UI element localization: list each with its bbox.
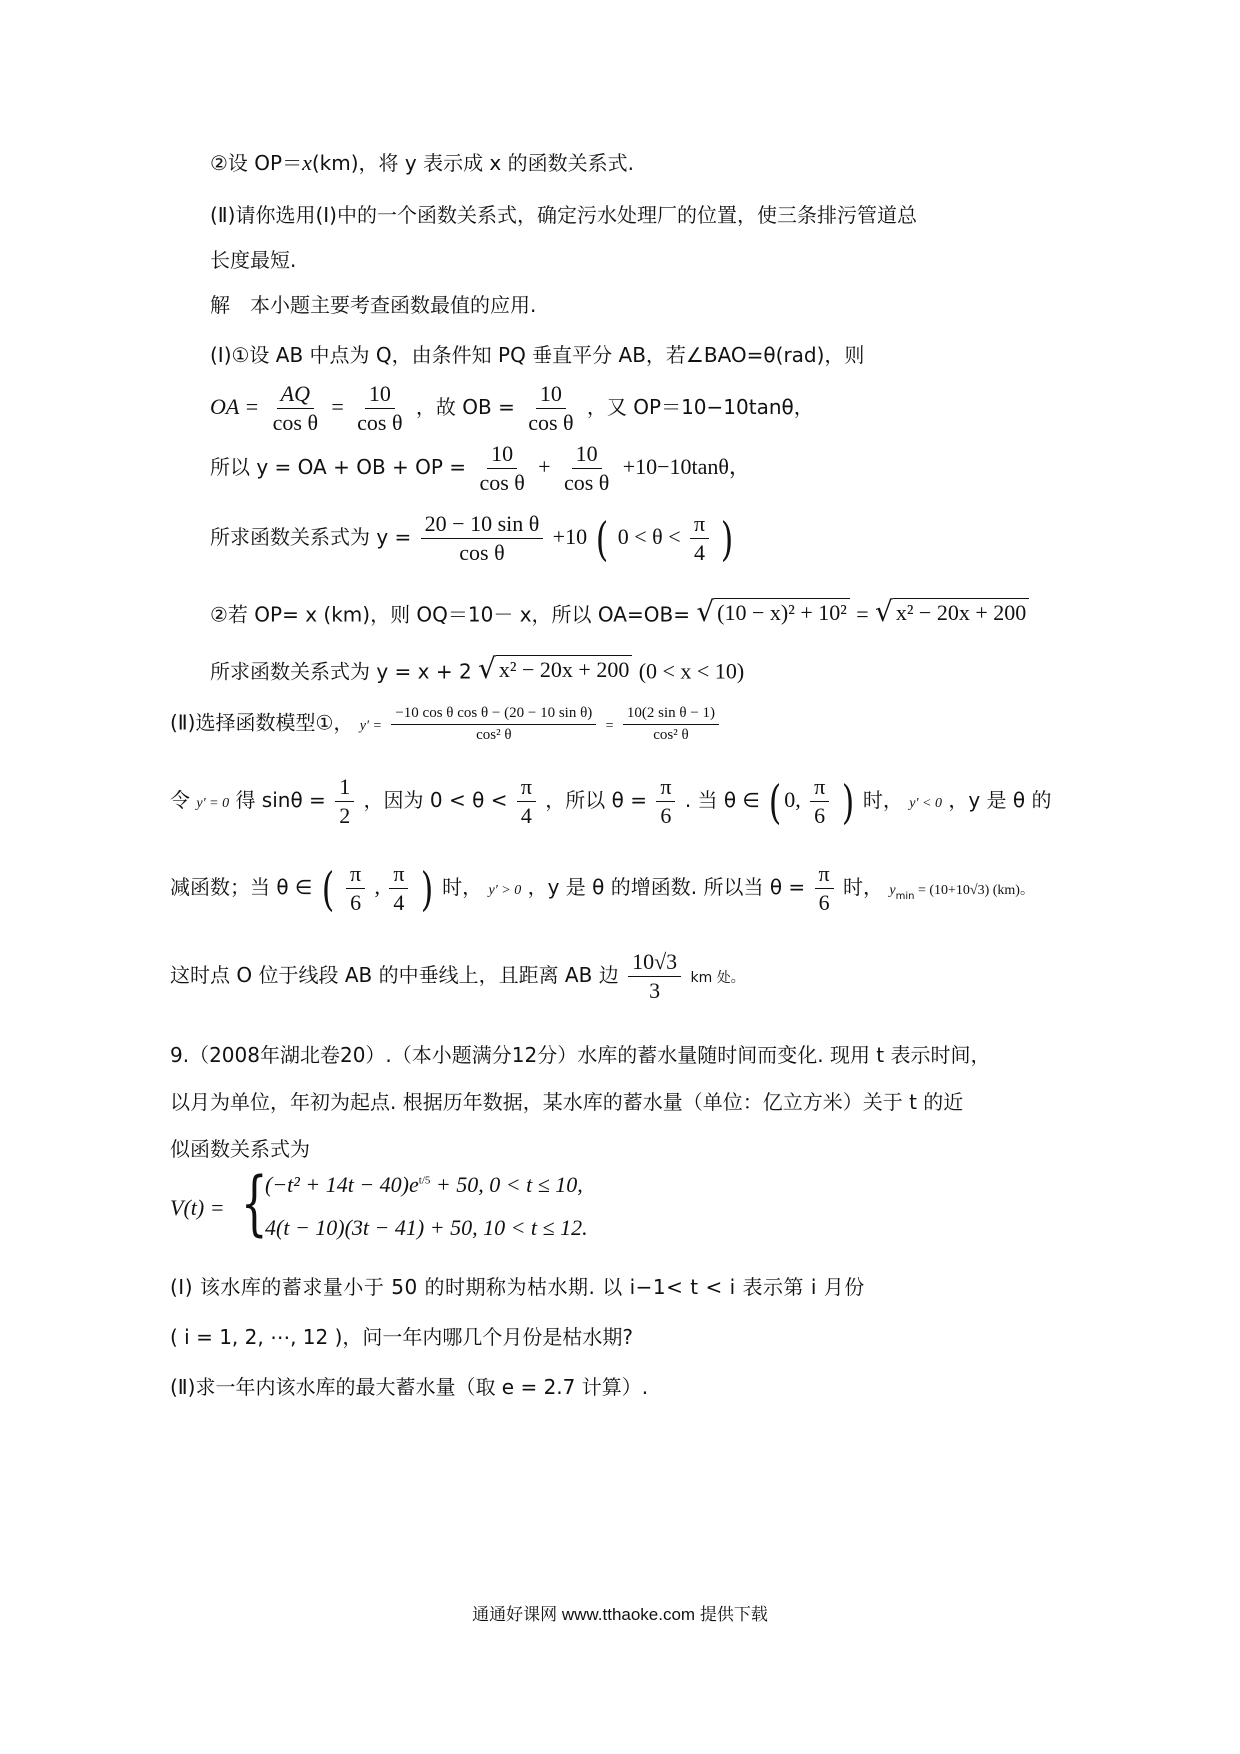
piecewise-case-1: $(-t^2 + 14t - 40)e^{t/5} + 50$, 0 < t ≤ 10, <box>265 1172 583 1197</box>
formula-derivative: (Ⅱ)选择函数模型①， y′ = $\frac{\text{−10 cos θ cos θ − (20 − 10 sin θ)}}{\text{cos² θ}}$ = $\frac{\text{10(2 sin θ − 1)}}{\text{cos² θ}}$ <box>170 705 722 743</box>
question-9-line-3: 似函数关系式为 <box>170 1137 310 1161</box>
formula-piecewise: V(t) = <box>170 1195 225 1220</box>
page-footer: 通通好课网 www.tthaoke.com 提供下载 <box>472 1605 768 1624</box>
piecewise-brace: { <box>240 1162 268 1244</box>
question-9-line-1: 9.（2008年湖北卷20）.（本小题满分12分）水库的蓄水量随时间而变化. 现用 t 表示时间， <box>170 1043 991 1067</box>
formula-oa: OA = $\frac{AQ}{\text{cos θ}}$ = $\frac{10}{\text{cos θ}}$ ，故 OB = $\frac{10}{\text{cos θ}}$ ，又 OP＝10−10tanθ， <box>210 381 814 436</box>
question-9-part-1: (Ⅰ) 该水库的蓄求量小于 50 的时期称为枯水期. 以 i−1< t < i 表示第 i 月份 <box>170 1275 865 1299</box>
formula-y-theta: 所求函数关系式为 y = $\frac{\text{20 − 10 sin θ}}{\text{cos θ}}$ +10 ( 0 < θ < $\frac{\pi}{4}$ ) <box>210 511 734 566</box>
text-line-5: (Ⅰ)①设 AB 中点为 Q，由条件知 PQ 垂直平分 AB，若∠BAO=θ(rad)，则 <box>210 343 865 367</box>
question-9-line-2: 以月为单位，年初为起点. 根据历年数据，某水库的蓄水量（单位：亿立方米）关于 t 的近 <box>170 1090 964 1114</box>
text-line-3: 长度最短. <box>210 248 297 272</box>
piecewise-case-2: 4(t − 10)(3t − 41) + 50, 10 < t ≤ 12. <box>265 1215 588 1240</box>
text-line-4: 解 本小题主要考查函数最值的应用. <box>210 293 537 317</box>
question-9-part-1b: ( i = 1, 2, ⋯, 12 )，问一年内哪几个月份是枯水期? <box>170 1325 634 1349</box>
text-line-conclusion: 这时点 O 位于线段 AB 的中垂线上，且距离 AB 边 $\frac{10√3}{3}$ km 处。 <box>170 949 745 1004</box>
formula-oa-sqrt: ②若 OP= x (km)，则 OQ＝10－ x，所以 OA=OB= √ (10 − x)² + 10² = √ x² − 20x + 200 <box>210 598 1029 628</box>
formula-y-sum: 所以 y = OA + OB + OP = $\frac{10}{\text{cos θ}}$ + $\frac{10}{\text{cos θ}}$ +10−10tanθ， <box>210 441 751 496</box>
question-9-part-2: (Ⅱ)求一年内该水库的最大蓄水量（取 e = 2.7 计算）. <box>170 1375 649 1399</box>
formula-critical-point: 令 y′ = 0 得 sinθ = $\frac{1}{2}$ ，因为 0 < θ < $\frac{\pi}{4}$ ，所以 θ = $\frac{\pi}{6}$ . 当 θ ∈ ( 0, $\frac{\pi}{6}$ ) 时， y′ < 0 ，y 是 θ 的 <box>170 774 1052 829</box>
text-line-1: ②设 OP＝x(km)，将 y 表示成 x 的函数关系式. <box>210 150 634 175</box>
formula-y-x: 所求函数关系式为 y = x + 2 √ x² − 20x + 200 (0 < x < 10) <box>210 652 745 686</box>
formula-monotonic: 减函数；当 θ ∈ ( $\frac{\pi}{6}$ , $\frac{\pi}{4}$ ) 时， y′ > 0 ，y 是 θ 的增函数. 所以当 θ = $\frac{\pi}{6}$ 时， $y_{min} = (10+10√3)$ (km)。 <box>170 861 1034 916</box>
text-line-2: (Ⅱ)请你选用(Ⅰ)中的一个函数关系式，确定污水处理厂的位置，使三条排污管道总 <box>210 203 917 227</box>
